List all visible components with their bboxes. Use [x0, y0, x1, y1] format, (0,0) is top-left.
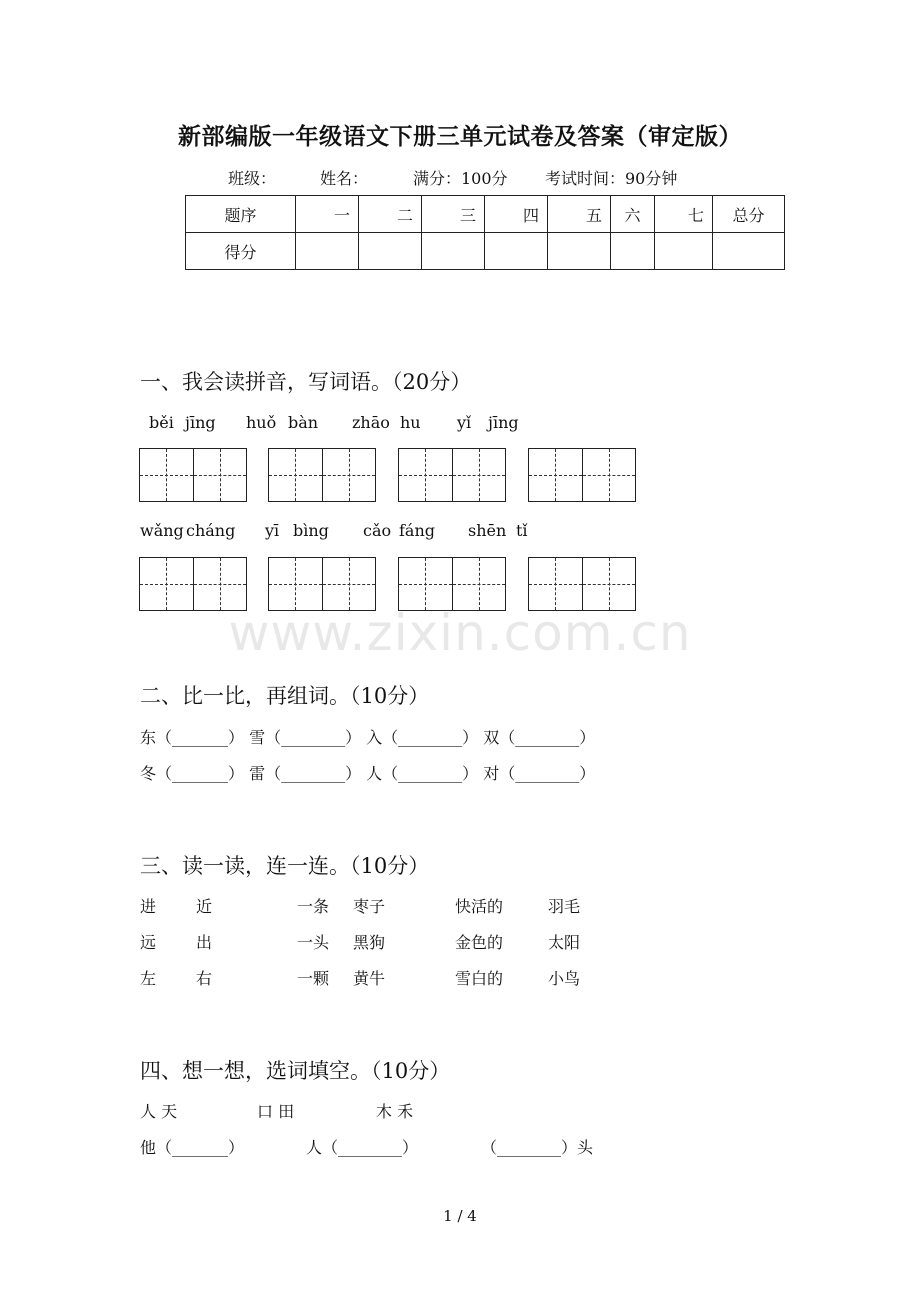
- word: 一颗: [297, 969, 330, 988]
- pinyin: wǎng: [140, 521, 184, 540]
- grid-cell[interactable]: [582, 558, 635, 610]
- watermark: www.zixin.com.cn: [228, 604, 692, 662]
- score-header-cell: 七: [655, 196, 713, 233]
- page-title: 新部编版一年级语文下册三单元试卷及答案（审定版）: [178, 123, 742, 150]
- score-header-cell: 题序: [186, 196, 296, 233]
- score-cell[interactable]: [611, 233, 655, 270]
- grid-cell[interactable]: [452, 449, 505, 501]
- word: 近: [196, 897, 213, 916]
- section3-heading: 三、读一读，连一连。（10分）: [140, 854, 430, 878]
- grid-cell[interactable]: [140, 558, 193, 610]
- word: 太阳: [548, 933, 581, 952]
- writing-grid[interactable]: [528, 557, 636, 611]
- fill-blank: 人（________）: [306, 1138, 419, 1157]
- word: 枣子: [353, 897, 386, 916]
- pinyin: jīng: [488, 413, 519, 432]
- score-table: [185, 195, 785, 270]
- character-pair: 人 天: [140, 1102, 178, 1121]
- writing-grid[interactable]: [268, 448, 376, 502]
- score-header-cell: 总分: [713, 196, 785, 233]
- pinyin: fáng: [399, 521, 436, 540]
- fill-blank: 他（_______）: [140, 1138, 245, 1157]
- pinyin: tǐ: [516, 521, 528, 540]
- word: 金色的: [455, 933, 504, 952]
- pinyin: bìng: [293, 521, 329, 540]
- word: 一头: [297, 933, 330, 952]
- grid-cell[interactable]: [193, 558, 246, 610]
- score-cell[interactable]: [713, 233, 785, 270]
- word: 右: [196, 969, 213, 988]
- score-cell[interactable]: [548, 233, 611, 270]
- grid-cell[interactable]: [399, 558, 452, 610]
- grid-cell[interactable]: [529, 449, 582, 501]
- grid-cell[interactable]: [529, 558, 582, 610]
- pinyin: hu: [400, 413, 421, 432]
- score-row-label: 得分: [186, 233, 296, 270]
- pinyin: shēn: [468, 521, 507, 540]
- word: 雪白的: [455, 969, 504, 988]
- character-pair: 木 禾: [376, 1102, 414, 1121]
- pinyin: zhāo: [352, 413, 390, 432]
- grid-cell[interactable]: [193, 449, 246, 501]
- score-header-cell: 四: [485, 196, 548, 233]
- score-table-header-row: [186, 196, 785, 233]
- word: 出: [196, 933, 213, 952]
- score-header-cell: 一: [296, 196, 359, 233]
- name-label: 姓名：: [320, 169, 369, 188]
- word: 羽毛: [548, 897, 581, 916]
- writing-grid[interactable]: [139, 448, 247, 502]
- full-score: 满分：100分: [413, 169, 508, 188]
- pinyin: jīng: [185, 413, 216, 432]
- score-table-score-row: [186, 233, 785, 270]
- grid-cell[interactable]: [399, 449, 452, 501]
- writing-grid[interactable]: [398, 557, 506, 611]
- score-cell[interactable]: [485, 233, 548, 270]
- pinyin: cǎo: [363, 521, 392, 540]
- grid-cell[interactable]: [582, 449, 635, 501]
- word: 黑狗: [353, 933, 386, 952]
- exam-time: 考试时间：90分钟: [545, 169, 678, 188]
- section2-line: 东（_______） 雪（________） 入（________） 双（________）: [140, 728, 596, 747]
- grid-cell[interactable]: [322, 449, 375, 501]
- grid-cell[interactable]: [452, 558, 505, 610]
- pinyin: yǐ: [457, 413, 472, 432]
- word: 进: [140, 897, 157, 916]
- pinyin: huǒ: [246, 413, 277, 432]
- score-cell[interactable]: [422, 233, 485, 270]
- word: 小鸟: [548, 969, 581, 988]
- pinyin: bàn: [288, 413, 319, 432]
- section2-heading: 二、比一比，再组词。（10分）: [140, 684, 430, 708]
- score-header-cell: 三: [422, 196, 485, 233]
- character-pair: 口 田: [257, 1102, 295, 1121]
- fill-blank: （________）头: [481, 1138, 594, 1157]
- pinyin: yī: [265, 521, 280, 540]
- writing-grid[interactable]: [268, 557, 376, 611]
- score-cell[interactable]: [296, 233, 359, 270]
- score-cell[interactable]: [359, 233, 422, 270]
- page-number: 1 / 4: [443, 1207, 477, 1225]
- score-header-cell: 二: [359, 196, 422, 233]
- grid-cell[interactable]: [269, 449, 322, 501]
- word: 远: [140, 933, 157, 952]
- section2-line: 冬（_______） 雷（________） 人（________） 对（________）: [140, 764, 596, 783]
- writing-grid[interactable]: [139, 557, 247, 611]
- writing-grid[interactable]: [528, 448, 636, 502]
- score-cell[interactable]: [655, 233, 713, 270]
- score-header-cell: 五: [548, 196, 611, 233]
- writing-grid[interactable]: [398, 448, 506, 502]
- section4-heading: 四、想一想，选词填空。（10分）: [140, 1059, 451, 1083]
- word: 左: [140, 969, 157, 988]
- word: 快活的: [455, 897, 504, 916]
- pinyin: běi: [149, 413, 174, 432]
- grid-cell[interactable]: [269, 558, 322, 610]
- pinyin: cháng: [186, 521, 236, 540]
- grid-cell[interactable]: [322, 558, 375, 610]
- word: 黄牛: [353, 969, 386, 988]
- grid-cell[interactable]: [140, 449, 193, 501]
- section1-heading: 一、我会读拼音，写词语。（20分）: [140, 370, 472, 394]
- class-label: 班级：: [228, 169, 277, 188]
- word: 一条: [297, 897, 330, 916]
- score-header-cell: 六: [611, 196, 655, 233]
